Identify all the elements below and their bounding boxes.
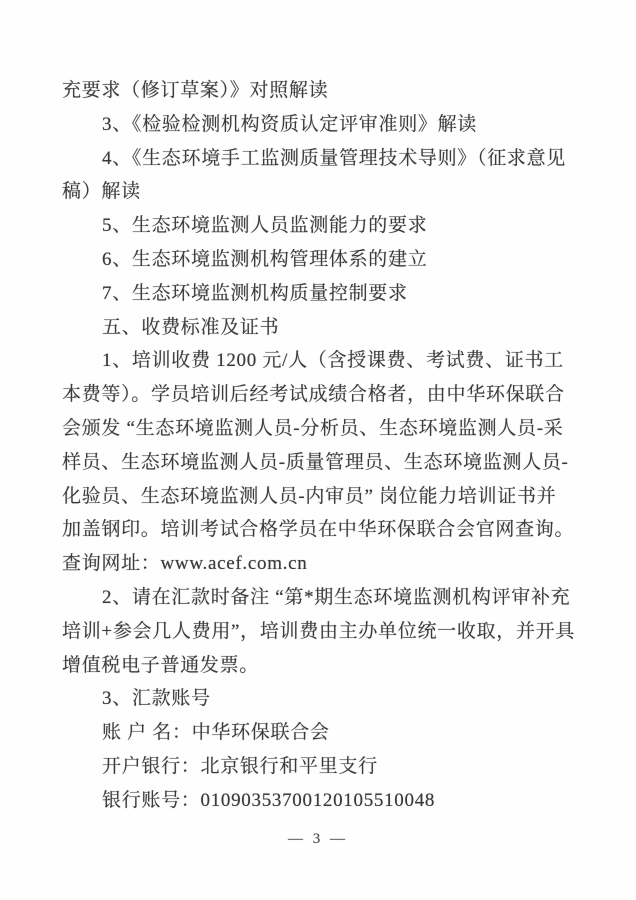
text-line: 7、生态环境监测机构质量控制要求	[102, 282, 408, 304]
text-line: 本费等）。学员培训后经考试成绩合格者，由中华环保联合	[62, 384, 565, 406]
account-name-line: 账 户 名：中华环保联合会	[102, 722, 330, 744]
text-line: 6、生态环境监测机构管理体系的建立	[102, 248, 428, 270]
page-number: — 3 —	[288, 831, 348, 847]
text-line: 5、生态环境监测人员监测能力的要求	[102, 215, 428, 237]
text-line: 稿）解读	[62, 181, 141, 203]
account-number-line: 银行账号：01090353700120105510048	[102, 789, 436, 811]
text-line: 培训+参会几人费用”，培训费由主办单位统一收取，并开具	[62, 620, 576, 642]
text-line: 3、《检验检测机构资质认定评审准则》解读	[102, 113, 478, 135]
text-line: 2、请在汇款时备注 “第*期生态环境监测机构评审补充	[102, 586, 571, 608]
text-line: 化验员、生态环境监测人员-内审员” 岗位能力培训证书并	[62, 485, 557, 507]
text-line: 充要求（修订草案）》对照解读	[62, 80, 329, 101]
document-body	[62, 74, 578, 818]
section-heading: 五、收费标准及证书	[102, 316, 280, 338]
bank-line: 开户银行：北京银行和平里支行	[102, 755, 378, 777]
text-line: 样员、生态环境监测人员-质量管理员、生态环境监测人员-	[62, 451, 569, 473]
text-line: 3、汇款账号	[102, 688, 211, 710]
text-line: 会颁发 “生态环境监测人员-分析员、生态环境监测人员-采	[62, 417, 564, 439]
text-line: 加盖钢印。培训考试合格学员在中华环保联合会官网查询。	[62, 519, 575, 541]
text-line: 增值税电子普通发票。	[62, 654, 260, 676]
text-line: 4、《生态环境手工监测质量管理技术导则》（征求意见	[102, 147, 567, 169]
website-line: 查询网址：www.acef.com.cn	[62, 553, 308, 575]
text-line: 1、培训收费 1200 元/人（含授课费、考试费、证书工	[102, 350, 564, 372]
